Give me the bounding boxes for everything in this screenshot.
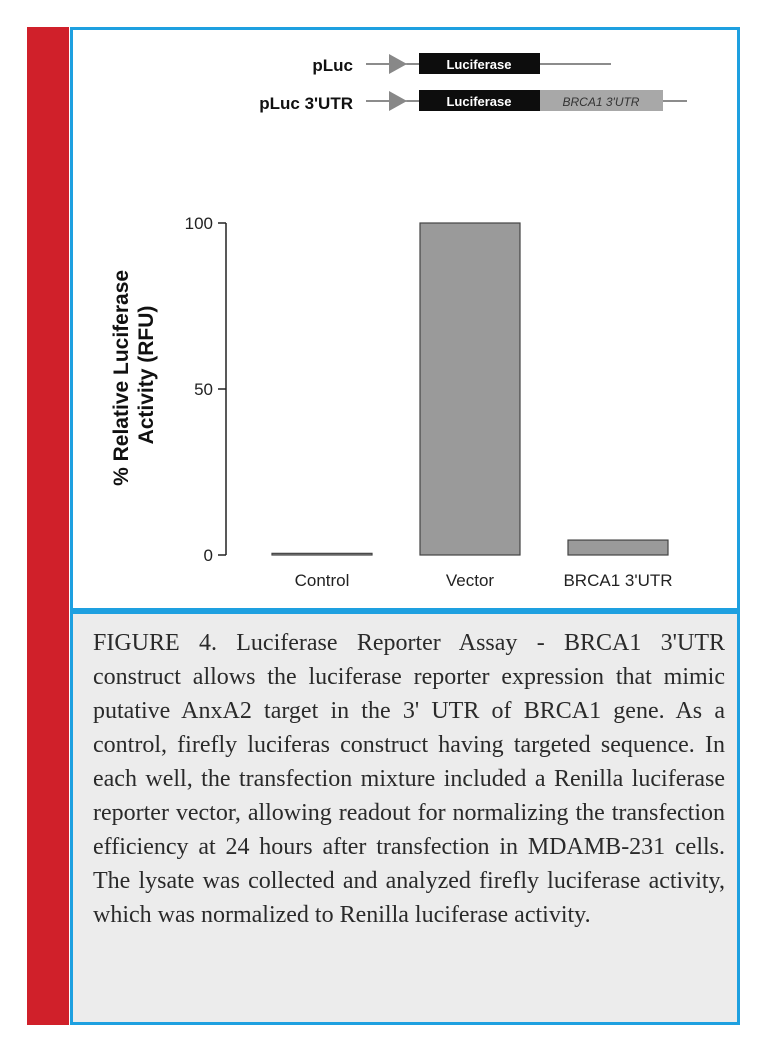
luciferase-box-label: Luciferase xyxy=(446,94,512,109)
figure-caption: FIGURE 4. Luciferase Reporter Assay - BRCA1 3'UTR construct allows the luciferase reporter expression that mimic putative AnxA2 target in the 3' UTR of BRCA1 gene. As a control, firefly luciferas construct having targeted sequence. In each well, the transfection mixture included a Renilla luciferase reporter vector, allowing readout for normalizing the transfection efficiency at 24 hours after transfection in MDAMB-231 cells. The lysate was collected and analyzed firefly luciferase activity, which was normalized to Renilla luciferase activity. xyxy=(93,630,725,928)
bars xyxy=(272,223,668,555)
construct-pluc xyxy=(312,53,611,75)
bar-brca1-3-utr xyxy=(568,540,668,555)
y-axis-label-line-1: % Relative Luciferase xyxy=(110,269,133,486)
promoter-arrow-icon xyxy=(389,91,407,111)
bar-chart xyxy=(110,214,673,590)
red-side-bar xyxy=(27,27,69,1025)
x-tick-label: Control xyxy=(294,571,350,590)
x-tick-labels xyxy=(295,571,673,590)
y-tick-label: 0 xyxy=(203,546,213,565)
y-axis-label-line-2: Activity (RFU) xyxy=(135,305,158,445)
y-ticks xyxy=(185,214,226,565)
utr-box-label: BRCA1 3'UTR xyxy=(562,95,640,109)
y-axis-label xyxy=(110,264,158,486)
figure-panel xyxy=(70,27,740,611)
construct-pluc-3utr xyxy=(259,90,687,113)
promoter-arrow-icon xyxy=(389,54,407,74)
x-tick-label: BRCA1 3'UTR xyxy=(563,571,673,590)
figure-svg xyxy=(73,30,737,608)
y-tick-label: 100 xyxy=(184,214,213,233)
x-tick-label: Vector xyxy=(445,571,495,590)
caption-panel xyxy=(70,611,740,1025)
construct-name-pluc-3utr: pLuc 3'UTR xyxy=(259,94,353,113)
bar-control xyxy=(272,553,372,555)
luciferase-box-label: Luciferase xyxy=(446,57,512,72)
construct-name-pluc: pLuc xyxy=(312,56,353,75)
bar-vector xyxy=(420,223,520,555)
y-tick-label: 50 xyxy=(194,380,213,399)
